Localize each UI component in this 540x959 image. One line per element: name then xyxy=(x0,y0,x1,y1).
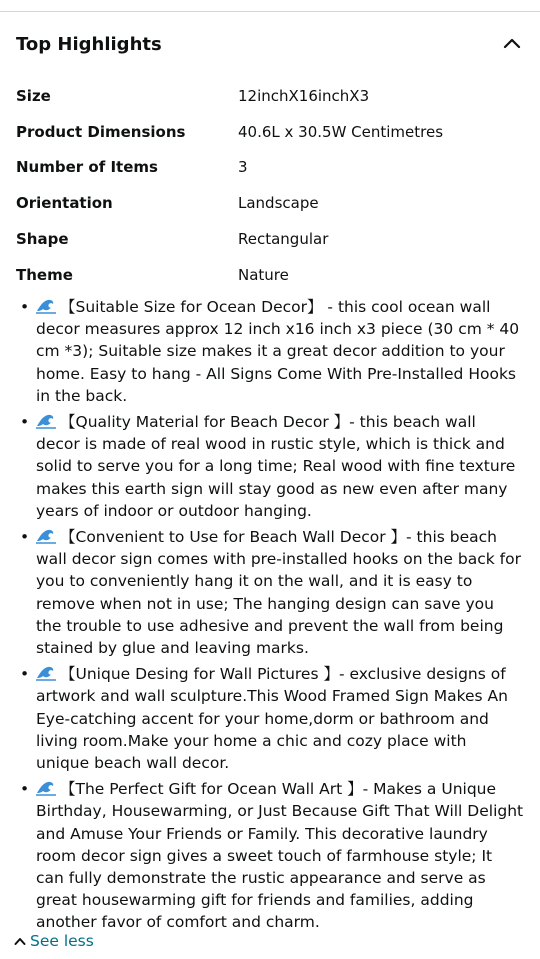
bullet-text: 【Quality Material for Beach Decor 】- this beach wall decor is made of real wood in rustic style, which is thick and solid to serve you for a long time; Real wood with fine texture makes this earth sign will stay good as new even after many years of indoor or outdoor hanging. xyxy=(36,413,516,520)
feature-bullets xyxy=(0,296,540,934)
attribute-row xyxy=(16,114,524,150)
bullet-text: 【Unique Desing for Wall Pictures 】- exclusive designs of artwork and wall sculpture.This Wood Framed Sign Makes An Eye-catching accent for your home,dorm or bathroom and living room.Make your home a chic and cozy place with unique beach wall decor. xyxy=(36,665,508,773)
attribute-row xyxy=(16,150,524,186)
water-wave-icon xyxy=(36,664,56,681)
water-wave-icon xyxy=(36,412,56,429)
list-item xyxy=(36,526,524,659)
attribute-value: Rectangular xyxy=(238,230,329,249)
attribute-key: Orientation xyxy=(16,194,113,213)
attribute-key: Theme xyxy=(16,265,73,284)
attribute-value: 40.6L x 30.5W Centimetres xyxy=(238,122,444,141)
water-wave-icon xyxy=(36,779,56,796)
attribute-key: Shape xyxy=(16,230,69,249)
attribute-key: Number of Items xyxy=(16,158,158,177)
attribute-key: Size xyxy=(16,86,51,105)
section-title: Top Highlights xyxy=(16,34,162,55)
see-less-label: See less xyxy=(30,932,94,950)
attribute-row xyxy=(16,78,524,114)
section-header[interactable] xyxy=(16,30,524,62)
bullet-text: 【The Perfect Gift for Ocean Wall Art 】- Makes a Unique Birthday, Housewarming, or Just Because Gift That Will Delight and Amuse Your Friends or Family. This decorative laundry room decor sign gives a sweet touch of farmhouse style; It can fully demonstrate the rustic appearance and serve as great housewarming gift for friends and families, adding another favor of comfort and charm. xyxy=(36,780,524,932)
list-item xyxy=(36,663,524,774)
attribute-value: Nature xyxy=(238,265,289,284)
water-wave-icon xyxy=(36,527,56,544)
attribute-row xyxy=(16,185,524,221)
list-item xyxy=(36,411,524,522)
attribute-value: Landscape xyxy=(238,194,319,213)
bullet-text: 【Suitable Size for Ocean Decor】 - this cool ocean wall decor measures approx 12 inch x16 inch x3 piece (30 cm * 40 cm *3); Suitable size makes it a great decor addition to your home. Easy to hang - All Signs Come With Pre-Installed Hooks in the back. xyxy=(36,298,520,405)
see-less-link[interactable] xyxy=(14,932,94,950)
attribute-value: 3 xyxy=(238,158,248,177)
attribute-row xyxy=(16,257,524,293)
water-wave-icon xyxy=(36,297,56,314)
attribute-value: 12inchX16inchX3 xyxy=(238,86,370,105)
divider xyxy=(0,11,540,12)
attribute-key: Product Dimensions xyxy=(16,122,186,141)
chevron-up-icon[interactable] xyxy=(500,32,524,56)
attribute-row xyxy=(16,221,524,257)
chevron-up-icon xyxy=(14,932,30,950)
bullet-text: 【Convenient to Use for Beach Wall Decor 】- this beach wall decor sign comes with pre-installed hooks on the back for you to conveniently hang it on the wall, and it is easy to remove when not in use; The hanging design can save you the trouble to use adhesive and prevent the wall from being stained by glue and leaving marks. xyxy=(36,528,521,658)
list-item xyxy=(36,296,524,407)
list-item xyxy=(36,778,524,933)
attributes-table xyxy=(16,78,524,293)
